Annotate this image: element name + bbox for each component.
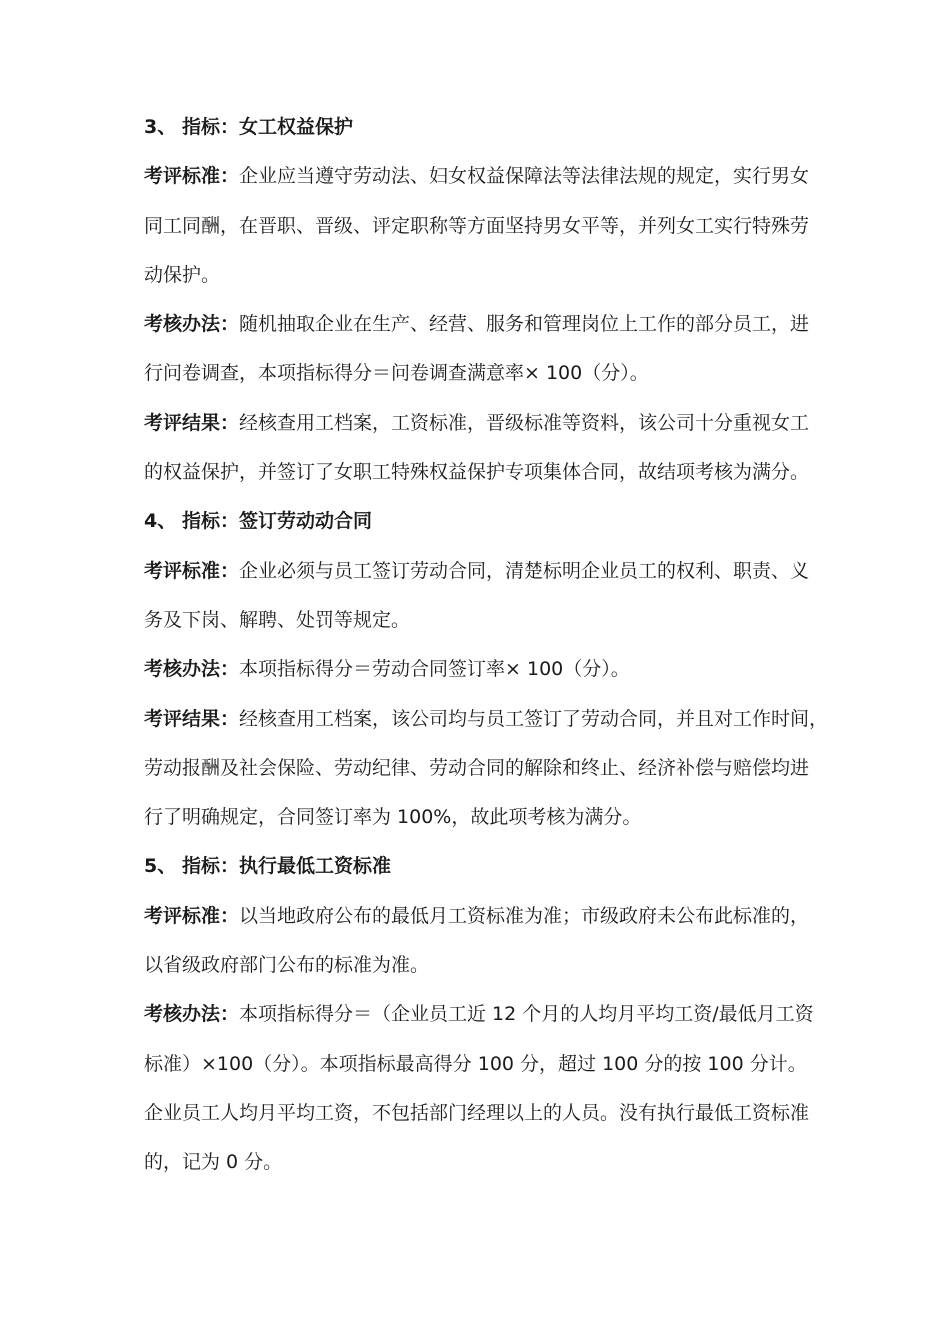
paragraph-text: 随机抽取企业在生产、经营、服务和管理岗位上工作的部分员工，进: [239, 313, 810, 336]
paragraph-line: 的，记为 0 分。: [144, 1151, 283, 1174]
paragraph-text: 经核查用工档案，工资标准，晋级标准等资料，该公司十分重视女工: [239, 411, 810, 434]
section-number: 5、: [144, 855, 177, 878]
paragraph-line: 劳动报酬及社会保险、劳动纪律、劳动合同的解除和终止、经济补偿与赔偿均进: [144, 756, 810, 779]
paragraph-text: 本项指标得分＝（企业员工近 12 个月的人均月平均工资/最低月工资: [239, 1003, 814, 1026]
document-page: [144, 103, 829, 1188]
method-label: 考核办法：: [144, 313, 240, 336]
section-3-heading: [144, 103, 814, 152]
section-title: 指标：签订劳动动合同: [182, 510, 373, 533]
method-paragraph: [144, 645, 814, 694]
standard-paragraph: [144, 892, 814, 941]
paragraph-line: 以省级政府部门公布的标准为准。: [144, 954, 430, 977]
paragraph-line: 动保护。: [144, 263, 221, 286]
paragraph-line: 行了明确规定，合同签订率为 100%，故此项考核为满分。: [144, 806, 642, 829]
section-5-heading: [144, 842, 814, 891]
paragraph-text: 以当地政府公布的最低月工资标准为准；市级政府未公布此标准的，: [239, 904, 810, 927]
method-paragraph: [144, 990, 814, 1039]
result-paragraph: [144, 399, 814, 448]
section-title: 指标：执行最低工资标准: [182, 855, 392, 878]
section-number: 4、: [144, 510, 177, 533]
section-number: 3、: [144, 116, 177, 138]
result-label: 考评结果：: [144, 707, 240, 730]
paragraph-text: 本项指标得分＝劳动合同签订率× 100（分）。: [239, 658, 630, 681]
paragraph-line: 务及下岗、解聘、处罚等规定。: [144, 608, 411, 631]
result-paragraph: [144, 695, 829, 744]
standard-label: 考评标准：: [144, 559, 240, 582]
paragraph-text: 企业应当遵守劳动法、妇女权益保障法等法律法规的规定，实行男女: [239, 165, 810, 188]
paragraph-text: 企业必须与员工签订劳动合同，清楚标明企业员工的权利、职责、义: [239, 559, 810, 582]
paragraph-text: 经核查用工档案，该公司均与员工签订了劳动合同，并且对工作时间，: [239, 707, 829, 730]
method-label: 考核办法：: [144, 1003, 240, 1026]
section-4-heading: [144, 497, 814, 546]
standard-label: 考评标准：: [144, 904, 240, 927]
standard-paragraph: [144, 152, 814, 201]
result-label: 考评结果：: [144, 411, 240, 434]
section-title: 指标：女工权益保护: [182, 116, 354, 138]
paragraph-line: 的权益保护，并签订了女职工特殊权益保护专项集体合同，故结项考核为满分。: [144, 461, 810, 484]
standard-paragraph: [144, 547, 814, 596]
paragraph-line: 同工同酬，在晋职、晋级、评定职称等方面坚持男女平等，并列女工实行特殊劳: [144, 214, 810, 237]
method-label: 考核办法：: [144, 658, 240, 681]
method-paragraph: [144, 300, 814, 349]
paragraph-line: 标准）×100（分）。本项指标最高得分 100 分，超过 100 分的按 100 分计。: [144, 1052, 807, 1075]
paragraph-line: 企业员工人均月平均工资，不包括部门经理以上的人员。没有执行最低工资标准: [144, 1101, 810, 1124]
standard-label: 考评标准：: [144, 165, 240, 188]
paragraph-line: 行问卷调查，本项指标得分＝问卷调查满意率× 100（分）。: [144, 362, 649, 385]
